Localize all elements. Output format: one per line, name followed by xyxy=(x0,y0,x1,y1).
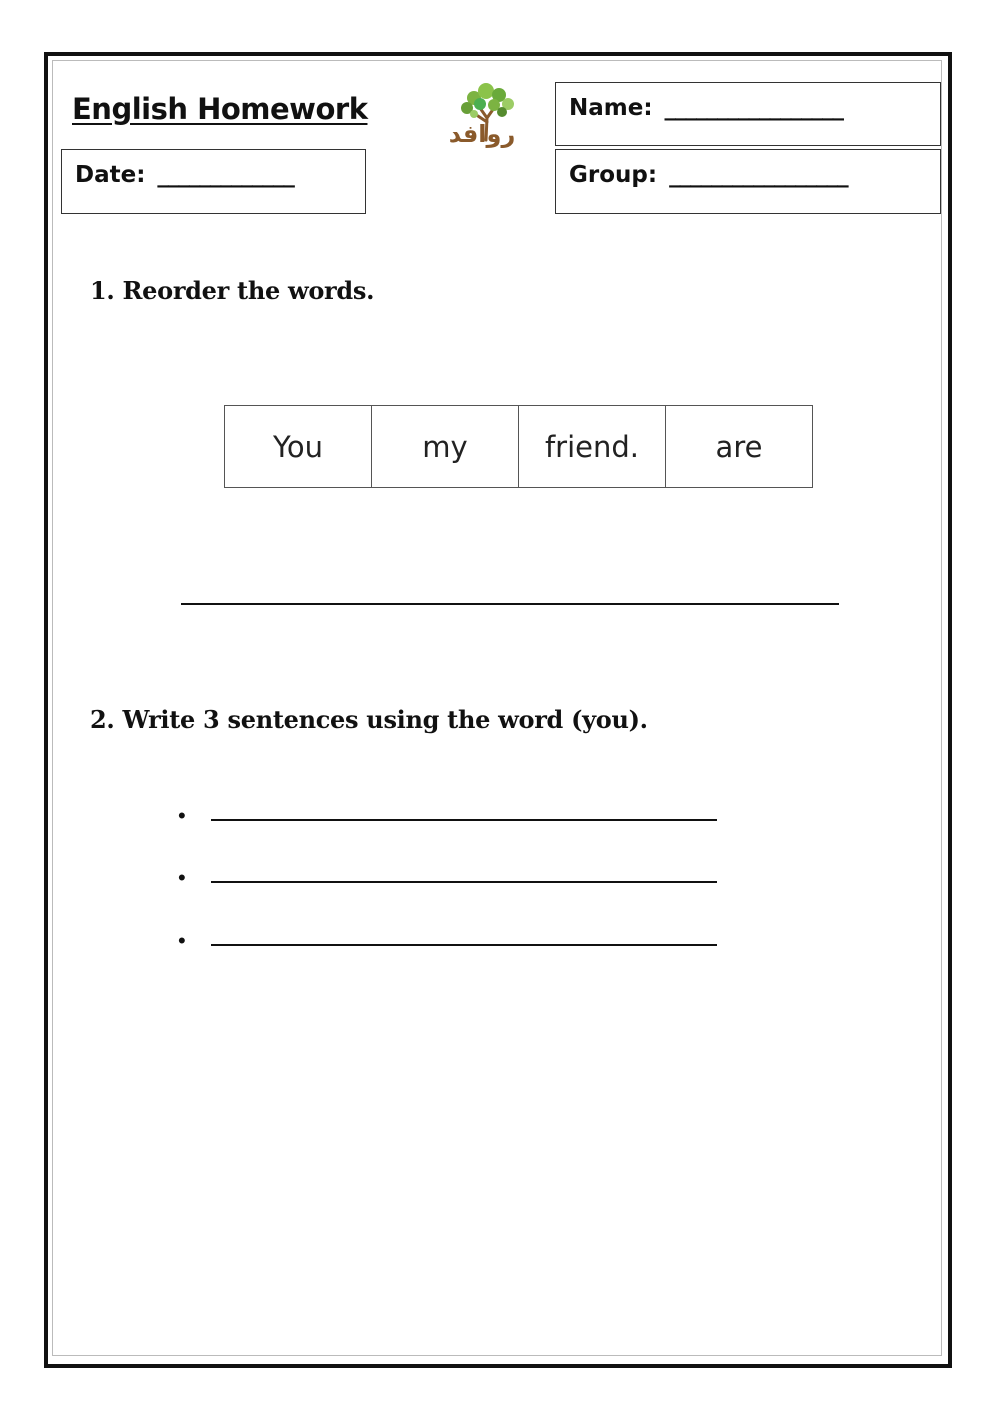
worksheet-title: English Homework xyxy=(72,92,368,126)
sentence-line[interactable] xyxy=(178,930,718,960)
tree-logo-icon xyxy=(430,82,534,152)
word-cell[interactable]: are xyxy=(666,406,813,488)
sentence-line[interactable] xyxy=(178,867,718,897)
question-1-heading: 1. Reorder the words. xyxy=(90,276,375,305)
name-label: Name: xyxy=(569,95,653,121)
word-table xyxy=(224,405,813,488)
bullet-icon: • xyxy=(178,803,186,828)
bullet-icon: • xyxy=(178,865,186,890)
group-label: Group: xyxy=(569,162,658,188)
sentence-line[interactable] xyxy=(178,805,718,835)
question-2-heading: 2. Write 3 sentences using the word (you). xyxy=(90,705,648,734)
group-field[interactable] xyxy=(555,149,941,214)
word-cell[interactable]: You xyxy=(225,406,372,488)
word-cell[interactable]: friend. xyxy=(519,406,666,488)
write-line[interactable] xyxy=(211,944,717,946)
word-cell[interactable]: my xyxy=(372,406,519,488)
write-line[interactable] xyxy=(211,881,717,883)
name-field[interactable] xyxy=(555,82,941,146)
date-field[interactable] xyxy=(61,149,366,214)
group-blank[interactable]: _________________ xyxy=(669,162,848,188)
bullet-icon: • xyxy=(178,928,186,953)
date-blank[interactable]: _____________ xyxy=(157,162,294,188)
answer-line[interactable] xyxy=(181,603,839,605)
write-line[interactable] xyxy=(211,819,717,821)
logo-text: روافد xyxy=(448,120,516,148)
name-blank[interactable]: _________________ xyxy=(664,95,844,121)
date-label: Date: xyxy=(75,162,146,188)
